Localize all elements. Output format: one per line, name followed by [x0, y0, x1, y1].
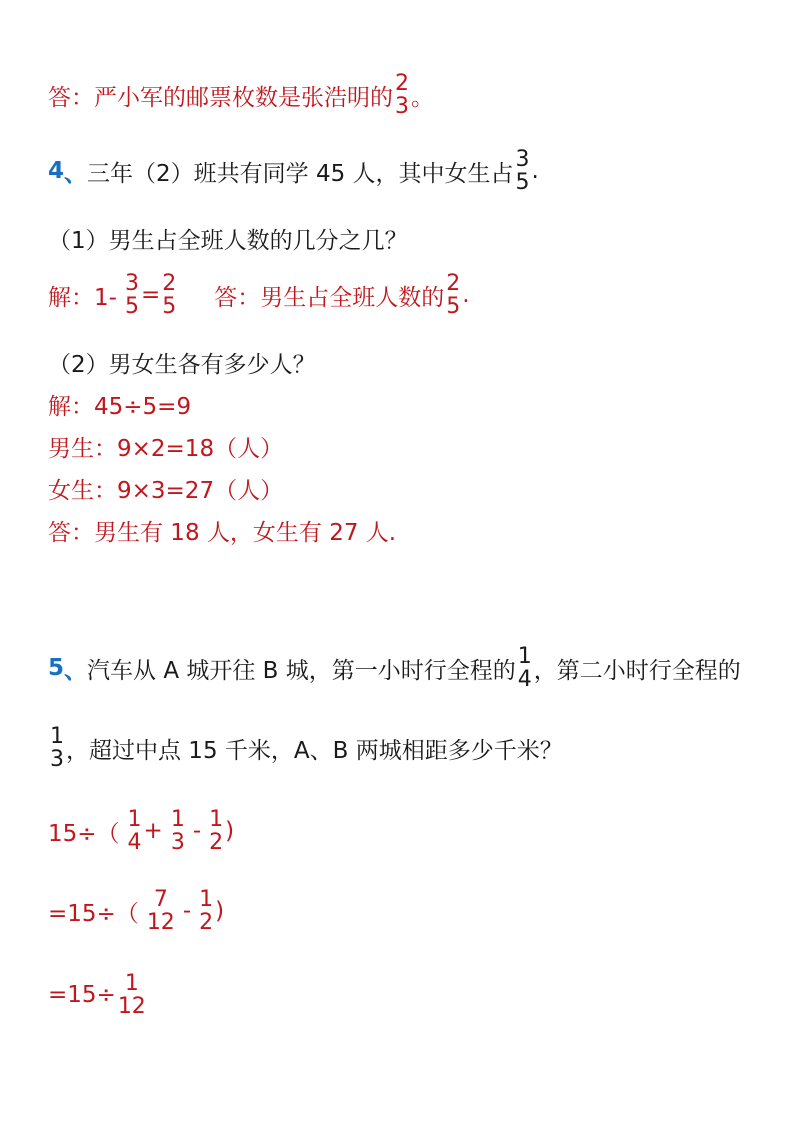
q4-part2-line-text: 女生：9×3=27（人）	[48, 478, 284, 504]
fraction-numerator: 2	[162, 271, 177, 296]
q5-calc-line-1	[48, 808, 234, 854]
q5-calc1-fraction-1	[127, 808, 143, 854]
q4-stem-text: 三年（2）班共有同学 45 人，其中女生占	[87, 160, 514, 187]
q5-stem-line-1	[48, 645, 741, 691]
fraction-numerator: 1	[209, 807, 224, 832]
q4-part1-solution	[48, 272, 470, 318]
fraction-numerator: 1	[127, 807, 142, 832]
fraction-denominator: 5	[446, 294, 461, 320]
q5-stem-text-b: ，第二小时行全程的	[533, 657, 741, 684]
q4-stem-fraction	[515, 148, 531, 194]
q5-calc2-op-1: -	[182, 898, 192, 925]
q5-calc1-op-2: -	[192, 818, 202, 845]
q5-calc2-fraction-1	[146, 888, 176, 934]
q4-part1-equals: =	[140, 282, 161, 309]
q5-calc1-fraction-2	[170, 808, 186, 854]
prev-answer-end: 。	[411, 84, 434, 111]
q4-stem-end: .	[531, 158, 539, 185]
q4-part1-question-text: （1）男生占全班人数的几分之几？	[48, 228, 408, 254]
fraction-numerator: 1	[517, 644, 532, 669]
q4-part1-fraction-2	[161, 272, 177, 318]
q4-part2-question-text: （2）男女生各有多少人？	[48, 352, 316, 378]
q4-stem-line	[48, 148, 539, 194]
fraction-numerator: 1	[199, 887, 214, 912]
fraction-denominator: 2	[209, 830, 224, 856]
q5-calc1-fraction-3	[208, 808, 224, 854]
fraction-denominator: 4	[127, 830, 142, 856]
prev-answer-line	[48, 72, 434, 118]
fraction-numerator: 2	[446, 271, 461, 296]
fraction-numerator: 1	[170, 807, 185, 832]
fraction-numerator: 1	[124, 971, 139, 996]
q5-stem-fraction-b	[49, 725, 65, 771]
q4-part2-question	[48, 346, 316, 379]
q4-part2-line-1	[48, 388, 191, 421]
fraction-numerator: 3	[515, 147, 530, 172]
q4-part1-question	[48, 222, 408, 255]
q5-calc-line-3	[48, 972, 148, 1018]
q5-stem-fraction-a	[517, 645, 533, 691]
q4-part2-line-4	[48, 514, 396, 547]
q4-part1-sol-prefix: 解：1-	[48, 284, 117, 311]
fraction-denominator: 5	[515, 170, 530, 196]
fraction-numerator: 7	[153, 887, 168, 912]
prev-answer-text: 答：严小军的邮票枚数是张浩明的	[48, 84, 393, 111]
q4-part2-line-2	[48, 430, 283, 463]
q5-stem-text-c: ，超过中点 15 千米，A、B 两城相距多少千米？	[66, 737, 563, 764]
fraction-denominator: 2	[199, 910, 214, 936]
q5-calc2-prefix: =15÷（	[48, 900, 139, 927]
fraction-denominator: 12	[146, 910, 175, 936]
q4-separator: 、	[64, 160, 88, 187]
q5-calc1-suffix: )	[225, 818, 235, 845]
q4-part1-answer-fraction	[445, 272, 461, 318]
fraction-denominator: 4	[517, 667, 532, 693]
q5-calc-line-2	[48, 888, 224, 934]
q4-part1-answer-text: 答：男生占全班人数的	[214, 284, 445, 311]
fraction-numerator: 3	[124, 271, 139, 296]
q4-part2-line-text: 答：男生有 18 人，女生有 27 人.	[48, 520, 397, 546]
prev-answer-fraction	[394, 72, 410, 118]
q5-stem-text-a: 汽车从 A 城开往 B 城，第一小时行全程的	[87, 657, 516, 684]
q4-part2-line-text: 男生：9×2=18（人）	[48, 436, 284, 462]
q5-stem-line-2	[48, 725, 563, 771]
q4-part2-line-text: 解：45÷5=9	[48, 394, 192, 420]
q4-part1-fraction-1	[124, 272, 140, 318]
q5-calc2-fraction-2	[198, 888, 214, 934]
q5-calc2-suffix: )	[215, 898, 225, 925]
fraction-denominator: 3	[395, 94, 409, 120]
fraction-numerator: 1	[50, 724, 64, 749]
fraction-denominator: 12	[117, 994, 146, 1020]
q4-part1-answer-end: .	[462, 282, 470, 309]
fraction-numerator: 2	[395, 71, 409, 96]
q4-number: 4	[48, 158, 65, 185]
q5-calc3-prefix: =15÷	[48, 982, 116, 1009]
q5-separator: 、	[64, 657, 88, 684]
q5-calc1-prefix: 15÷（	[48, 820, 120, 847]
fraction-denominator: 5	[162, 294, 177, 320]
q4-part2-line-3	[48, 472, 283, 505]
fraction-denominator: 3	[50, 747, 64, 773]
q5-number: 5	[48, 655, 65, 682]
fraction-denominator: 3	[170, 830, 185, 856]
q5-calc3-fraction-1	[117, 972, 147, 1018]
q5-calc1-op-1: +	[143, 818, 163, 845]
fraction-denominator: 5	[124, 294, 139, 320]
